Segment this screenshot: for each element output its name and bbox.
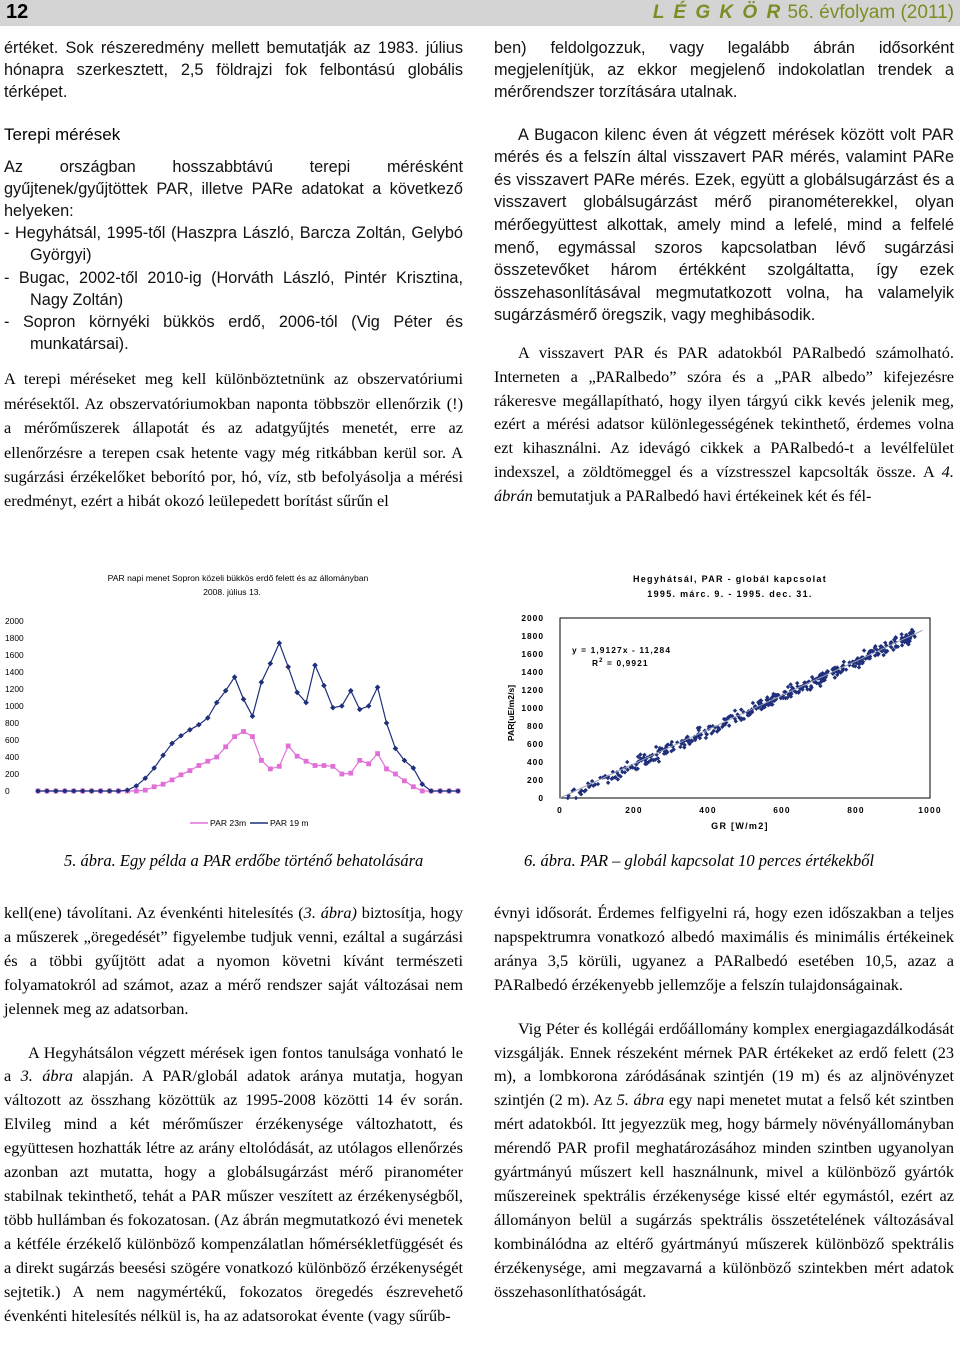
data-point (304, 759, 309, 764)
data-point (366, 703, 372, 709)
r-squared-exponent: 2 (599, 658, 604, 664)
y-tick-label: 400 (5, 752, 19, 762)
data-point (606, 781, 610, 785)
data-point (322, 763, 327, 768)
paragraph-text: alapján. A PAR/globál adatok aránya mutatja, hogyan változott az összhang közöttük az 1995-2008 közötti 14 év során. Elvileg mind a két mérőműszer érzékenysége változhatott, és együttesen hozhatták létre az arány eltolódását, az utólagos ellenőrzés azonban azt mutatta, hogy a globálsugárzást mérő piranométer stabilnak tekinthető, tehát a PAR műszer veszített az érzékenységből, több hullámban és fokozatosan. (Az ábrán megmutatkozó évi menetek a kétféle érzékelő különböző kompenzálatlan hőmérsékletfüggését és a direkt sugárzás beesési szögére vonatkozó különböző érzékenységét sejtetik.) A nem nagymértékű, fokozatos öregedés észrevehető évenkénti hitelesítés nélkül is, ha az adatsorokat évente (vagy sűrűb- (4, 1066, 463, 1325)
x-axis-label: GR [W/m2] (711, 821, 769, 831)
data-point (170, 778, 175, 783)
left-column-bottom (4, 901, 463, 1327)
data-point (188, 768, 193, 773)
paragraph-text: biztosítja, hogy a műszerek „öregedését” figyelembe tudjuk venni, ezáltal a sugárzási és a többi gyűjtött adat a nyomon követni kívánt természeti folyamatokról ad számot, azaz a mérő rendszer saját változásai nem jelennek meg az adatsorban. (4, 903, 463, 1018)
y-tick-label: 800 (527, 721, 544, 731)
data-point (348, 771, 353, 776)
data-point (384, 720, 390, 726)
journal-volume: 56. évfolyam (2011) (787, 2, 954, 23)
data-point (214, 755, 219, 760)
y-tick-label: 200 (527, 775, 544, 785)
y-tick-label: 1600 (5, 650, 24, 660)
data-point (727, 723, 731, 727)
data-point (286, 744, 291, 749)
chart-legend (190, 818, 309, 828)
page-header (0, 0, 960, 26)
location-list (4, 222, 463, 355)
y-tick-label: 1400 (521, 667, 544, 677)
y-axis-label: PAR[uE/m2/s] (506, 684, 516, 742)
y-tick-label: 1200 (5, 684, 24, 694)
x-tick-label: 200 (625, 805, 643, 815)
data-point (143, 788, 148, 793)
list-item: - Hegyhátsál, 1995-től (Haszpra László, Barcza Zoltán, Gelybó Györgyi) (4, 224, 463, 265)
x-tick-label: 800 (847, 805, 865, 815)
paragraph-text: kell(ene) távolítani. Az évenkénti hitelesítés ( (4, 903, 304, 922)
data-point (339, 772, 344, 777)
y-tick-label: 0 (5, 786, 10, 796)
data-point (330, 764, 335, 769)
y-tick-label: 1600 (521, 649, 544, 659)
chart-title: PAR napi menet Sopron közeli bükkös erdő felett és az állományban (107, 573, 369, 583)
data-point (375, 685, 381, 691)
data-point (402, 778, 407, 783)
r-squared-value: = 0,9921 (603, 658, 649, 668)
data-point (348, 688, 354, 694)
y-tick-label: 1400 (5, 667, 24, 677)
y-tick-label: 2000 (5, 616, 24, 626)
data-point (268, 661, 274, 667)
data-point (134, 789, 139, 794)
y-tick-label: 200 (5, 769, 19, 779)
right-column-top (494, 37, 954, 508)
data-point (268, 767, 273, 772)
x-tick-label: 1000 (918, 805, 942, 815)
data-point (250, 734, 255, 739)
figure-6-caption: 6. ábra. PAR – globál kapcsolat 10 perces értékekből (524, 851, 875, 870)
left-column-top (4, 37, 463, 514)
x-tick-label: 600 (773, 805, 791, 815)
data-point (654, 745, 658, 749)
figure-5-line-chart (0, 563, 470, 843)
series-line-par-19m (38, 732, 458, 792)
data-point (733, 708, 737, 712)
list-item: - Bugac, 2002-től 2010-ig (Horváth László, Pintér Krisztina, Nagy Zoltán) (4, 268, 463, 309)
data-point (704, 736, 708, 740)
data-point (625, 760, 629, 764)
y-tick-label: 0 (538, 793, 544, 803)
data-point (862, 648, 866, 652)
y-tick-label: 1000 (521, 703, 544, 713)
paragraph-text: Vig Péter és kollégái erdőállomány komplex energiagazdálkodását vizsgálják. Ennek részeként mérnek PAR értékeket az erdő felett (23 m), a lombkorona záródásának szintjén (19 m) és az aljnövényzet szintjén (2 m). Az (494, 1018, 954, 1110)
data-point (241, 729, 246, 734)
data-point (330, 705, 336, 711)
chart-title: Hegyhátsál, PAR - globál kapcsolat (632, 574, 828, 584)
y-tick-label: 1200 (521, 685, 544, 695)
paragraph: A Bugacon kilenc éven át végzett mérések között volt PAR mérés és a felszín által visszavert PAR mérés, valamint PARe és visszavert PARe mérés. Ezek, együtt a globálsugárzást és a visszavert globálsugárzást mérő piranométerekkel, olyan mérőegyüttest alkottak, amely mind a lefelé, mind a felfelé menő, egymással szoros kapcsolatban lévő sugárzási összetevőket három értékként szolgáltatta, így ezek összehasonlításával megmutatkozott volna, ha valamelyik sugárzásmérő öregszik, vagy meghibásodik. (494, 125, 954, 325)
y-tick-label: 600 (5, 735, 19, 745)
paragraph-text: bemutatjuk a PARalbedó havi értékeinek két és fél- (532, 485, 872, 505)
data-point (161, 782, 166, 787)
data-point (357, 707, 363, 713)
paragraph (4, 901, 463, 1021)
paragraph: értéket. Sok részeredmény mellett bemutatják az 1983. július hónapra szerkesztett, 2,5 földrajzi fok felbontású globális térképet. (4, 39, 463, 102)
data-point (899, 632, 903, 636)
data-point (384, 767, 389, 772)
data-point (420, 789, 425, 794)
series-line-par-23m (38, 643, 458, 791)
figure-reference: 5. ábra (616, 1090, 665, 1110)
x-tick-label: 400 (699, 805, 717, 815)
data-point (313, 763, 318, 768)
y-tick-label: 1800 (521, 631, 544, 641)
data-point (357, 758, 362, 763)
figure-reference: 3. ábra) (303, 903, 357, 922)
legend-label: PAR 23m (210, 818, 247, 828)
data-point (842, 660, 846, 664)
y-tick-label: 1800 (5, 633, 24, 643)
section-heading: Terepi mérések (4, 124, 121, 144)
data-point (259, 758, 264, 763)
data-point (366, 761, 371, 766)
data-point (196, 763, 201, 768)
data-point (411, 784, 416, 789)
paragraph: ben) feldolgozzuk, vagy legalább ábrán idősorként megjelenítjük, az ekkor megjelenő indokolatlan trendek a mérőrendszer torzítására utalnak. (494, 39, 954, 102)
regression-line (560, 630, 923, 798)
page-number: 12 (6, 1, 29, 23)
journal-name: L É G K Ö R (652, 2, 783, 23)
y-tick-label: 600 (527, 739, 544, 749)
regression-equation: y = 1,9127x - 11,284 (572, 645, 672, 655)
figure-6-scatter-chart (484, 563, 960, 843)
data-point (179, 772, 184, 777)
data-point (393, 772, 398, 777)
data-point (375, 751, 380, 756)
paragraph: Az országban hosszabbtávú terepi mérésként gyűjtenek/gyűjtöttek PAR, illetve PARe adatokat a következő helyeken: (4, 157, 463, 221)
x-tick-label: 0 (557, 805, 563, 815)
figure-5-caption: 5. ábra. Egy példa a PAR erdőbe történő behatolására (64, 851, 424, 870)
figure-reference: 3. ábra (20, 1066, 74, 1086)
data-point (241, 696, 247, 702)
paragraph: A terepi méréseket meg kell különböztetnünk az obszervatóriumi mérésektől. Az obszervatóriumokban naponta többször ellenőrzik (!) a mérőműszerek állapotát és az adatgyűjtés menetét, erre az ellenőrzésre a terepen csak hetente vagy még ritkábban kerül sor. A sugárzási érzékelőket beborító por, hó, víz, stb befolyásolja a mérési eredményt, ezért a hibát okozó leülepedett borítást sűrűn el (4, 369, 463, 511)
data-point (223, 744, 228, 749)
journal-title (653, 2, 954, 24)
data-point (295, 754, 300, 759)
figure-reference: 4. ábrán (494, 461, 954, 505)
data-point (574, 796, 578, 800)
paragraph: évnyi idősorát. Érdemes felfigyelni rá, hogy ezen időszakban a teljes napspektrumra vonatkozó albedó maximális és minimális értékeinek aránya 3,5 körüli, ugyanez a PARalbedó esetében 10,5, azaz a PARalbedó érzékenyebb jellemzője a felszín tulajdonságainak. (494, 903, 954, 994)
y-tick-label: 400 (527, 757, 544, 767)
y-tick-label: 2000 (521, 613, 544, 623)
list-item: - Sopron környéki bükkös erdő, 2006-tól (Vig Péter és munkatársai). (4, 313, 463, 354)
legend-label: PAR 19 m (270, 818, 309, 828)
data-point (596, 782, 600, 786)
paragraph (494, 1017, 954, 1304)
y-tick-label: 800 (5, 718, 19, 728)
data-point (259, 679, 265, 685)
paragraph (4, 1041, 463, 1328)
data-point (277, 764, 282, 769)
data-point (285, 664, 291, 670)
data-point (339, 703, 345, 709)
data-point (232, 734, 237, 739)
data-point (250, 713, 256, 719)
chart-subtitle: 2008. július 13. (203, 587, 261, 597)
data-point (152, 784, 157, 789)
data-point (205, 759, 210, 764)
paragraph-text: A Hegyhátsálon végzett mérések igen fontos tanulsága vonható le a (4, 1042, 463, 1086)
right-column-bottom (494, 901, 954, 1304)
y-tick-label: 1000 (5, 701, 24, 711)
chart-subtitle: 1995. márc. 9. - 1995. dec. 31. (647, 589, 813, 599)
paragraph (494, 341, 954, 508)
data-point (321, 683, 327, 689)
r-squared-symbol: R (592, 658, 600, 668)
data-point (751, 701, 755, 705)
data-point (881, 653, 885, 657)
r-squared-annotation (592, 658, 649, 668)
paragraph-text: A visszavert PAR és PAR adatokból PARalbedó számolható. Interneten a „PARalbedo” szóra és a „PAR albedo” kifejezésre rákeresve megállapítható, hogy ilyen tárgyú cikk kevés jelenik meg, ezért a mérési adatsor különlegességének tekinthető, érdemes volna ezt kihasználni. Az idevágó cikkek a PARalbedó-t a levélfelület indexszel, a zöldtömeggel és a vízstresszel kapcsolták össze. A (494, 342, 954, 481)
data-point (276, 640, 282, 646)
data-point (312, 662, 318, 668)
paragraph-text: egy napi menetet mutat a felső két szintben mért adatokból. Itt jegyezzük meg, hogy bármely növényállományban mérendő PAR profil meghatározásához minden szintben ugyanolyan gyártmányú műszert kell használnunk, mivel a különböző gyártók műszereinek spektrális érzékenysége kissé eltér egymástól, ezért az állományon belül a sugárzás spektrális összetételének változásával kombinálódna az eltérő gyártmányú műszerek különböző spektrális érzékenysége, ami megzavarná a különböző szintekben mért adatok összehasonlíthatóságát. (494, 1090, 955, 1301)
